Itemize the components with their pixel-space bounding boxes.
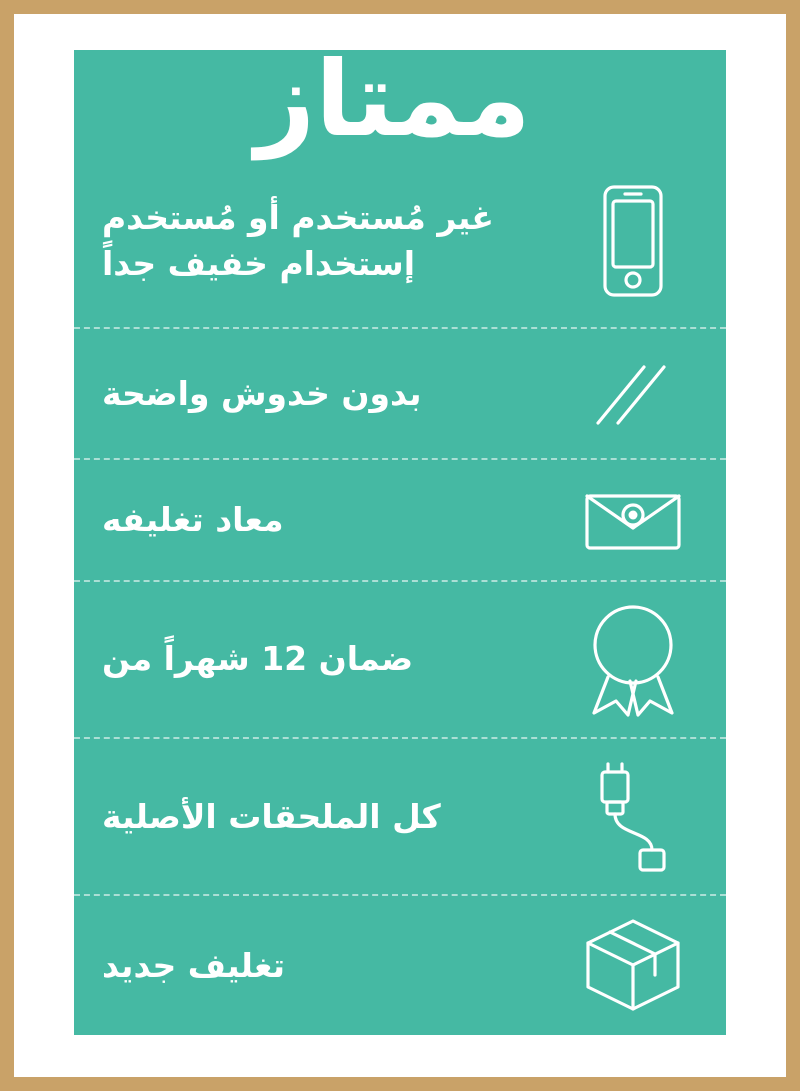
feature-list <box>74 154 726 1035</box>
envelope-seal-icon <box>558 482 708 558</box>
page-title: ممتاز <box>255 50 531 160</box>
grade-card <box>74 50 726 1035</box>
usb-cable-icon <box>558 758 708 874</box>
list-item <box>74 582 726 739</box>
scratches-icon <box>558 351 708 437</box>
list-item-label: تغليف جديد <box>102 945 286 985</box>
list-item-label: ضمان 12 شهراً من <box>102 639 414 679</box>
list-item-label: كل الملحقات الأصلية <box>102 796 441 836</box>
poster-white-mat <box>14 14 786 1077</box>
smartphone-icon <box>558 179 708 303</box>
list-item <box>74 460 726 582</box>
list-item <box>74 739 726 896</box>
list-item-label: غير مُستخدم أو مُستخدم إستخدام خفيف جداً <box>102 198 494 283</box>
list-item <box>74 329 726 459</box>
list-item-label: بدون خدوش واضحة <box>102 373 422 413</box>
warranty-medal-icon <box>558 597 708 721</box>
list-item <box>74 896 726 1035</box>
box-icon <box>558 911 708 1019</box>
list-item <box>74 154 726 329</box>
list-item-label: معاد تغليفه <box>102 499 284 539</box>
